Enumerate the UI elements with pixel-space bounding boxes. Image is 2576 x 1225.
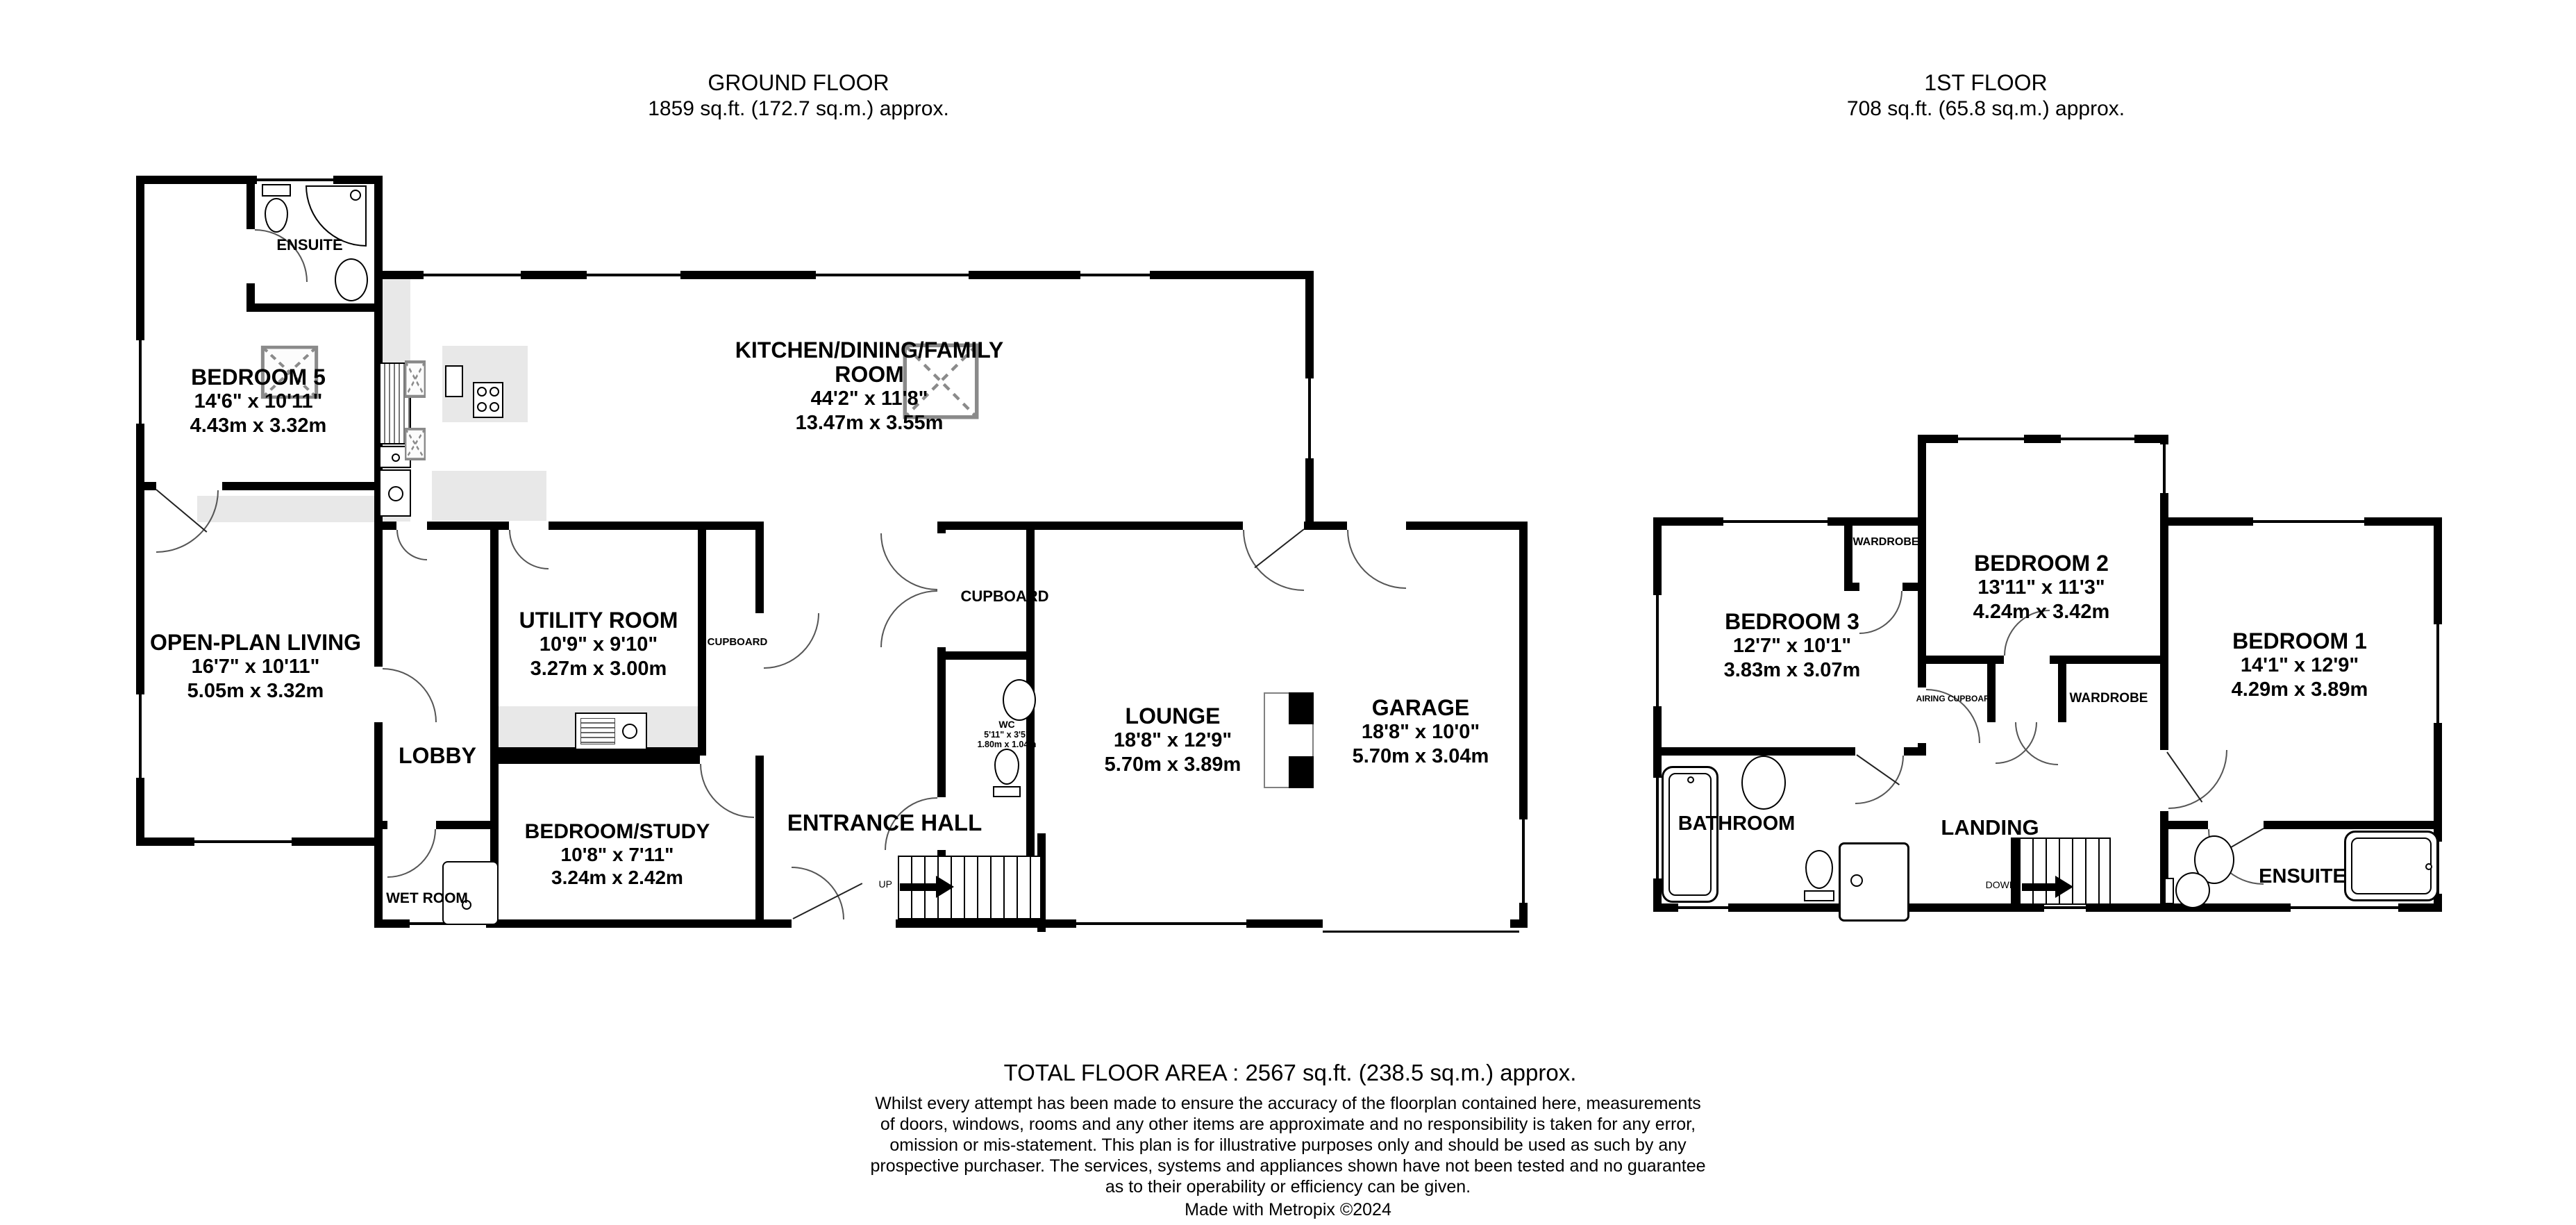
room-label-landing: LANDING — [1941, 815, 2039, 840]
wall — [698, 530, 706, 756]
door-opening — [1855, 747, 1904, 756]
disclaimer — [870, 1093, 1705, 1197]
first-floor-area: 708 sq.ft. (65.8 sq.m.) approx. — [1846, 97, 2125, 120]
worktop-counter — [197, 496, 374, 522]
room-label-bedroom3 — [1724, 610, 1861, 683]
plan-detail: 3.27m x 3.00m — [530, 658, 667, 680]
down-arrow-icon — [2055, 876, 2073, 898]
room-label-kitchen — [706, 338, 1032, 435]
first-floor-title: 1ST FLOOR — [1924, 70, 2048, 95]
door-swing-arc — [509, 530, 549, 569]
wall — [1987, 664, 1996, 722]
door-opening — [2160, 750, 2168, 811]
room-label-lobby: LOBBY — [399, 743, 476, 768]
room-label-cupboard-hall: CUPBOARD — [707, 636, 768, 648]
plan-detail: 4.43m x 3.32m — [190, 415, 327, 437]
up-arrow-icon — [936, 876, 954, 898]
credit: Made with Metropix ©2024 — [1185, 1200, 1391, 1219]
window — [1653, 595, 1662, 706]
plan-detail: GARAGE — [1371, 695, 1470, 720]
room-label-wardrobe-bed3: WARDROBE — [1852, 536, 1919, 548]
room-label-ensuite-first: ENSUITE — [2259, 865, 2346, 888]
total-floor-area: TOTAL FLOOR AREA : 2567 sq.ft. (238.5 sq.m.) approx. — [1003, 1060, 1577, 1085]
plan-detail: 14'6" x 10'11" — [194, 390, 323, 412]
room-label-bedroom2 — [1973, 551, 2110, 624]
door-opening — [1859, 583, 1902, 591]
room-label-wet-room: WET ROOM — [386, 890, 468, 906]
fixture-detail — [490, 402, 499, 412]
wall — [946, 522, 1035, 530]
toilet-bowl — [994, 749, 1019, 785]
disclaimer-line: of doors, windows, rooms and any other items are approximate and no responsibility is taken for any error, — [880, 1115, 1696, 1134]
sink-icon — [1003, 679, 1036, 721]
wall — [2160, 435, 2168, 912]
wall — [383, 522, 396, 530]
plan-detail: 4.24m x 3.42m — [1973, 601, 2110, 623]
wall — [2011, 838, 2019, 905]
window — [136, 694, 144, 778]
room-label-bedroom-study — [525, 820, 710, 889]
toilet-icon — [2164, 869, 2211, 911]
window — [1305, 378, 1314, 458]
sink-icon — [335, 258, 368, 301]
wall — [2160, 821, 2442, 829]
fireplace-icon — [1289, 692, 1314, 724]
hob-icon — [473, 382, 503, 418]
plan-detail: BEDROOM 5 — [191, 365, 326, 390]
plan-detail: 4.29m x 3.89m — [2231, 678, 2368, 701]
door-swing-arc — [880, 533, 937, 590]
plan-detail: BEDROOM 1 — [2232, 628, 2367, 653]
window — [587, 271, 680, 279]
fixture-detail — [1687, 776, 1694, 783]
toilet-cistern — [262, 184, 291, 197]
wall — [246, 303, 383, 312]
bath-icon — [2344, 831, 2439, 901]
utility-sink-icon — [575, 712, 647, 750]
door-swing-arc — [1859, 591, 1902, 634]
window — [1076, 919, 1246, 928]
disclaimer-line: Whilst every attempt has been made to ensure the accuracy of the floorplan contained here, measurements — [875, 1094, 1701, 1113]
plan-detail: 13'11" x 11'3" — [1977, 576, 2105, 599]
plan-detail: 44'2" x 11'8" — [810, 388, 928, 410]
ground-floor-header — [648, 69, 949, 122]
door-opening — [1347, 522, 1406, 530]
window — [2061, 435, 2134, 443]
fixture-detail — [392, 453, 400, 462]
disclaimer-line: omission or mis-statement. This plan is for illustrative purposes only and should be used as such by any — [889, 1135, 1687, 1155]
disclaimer-line: as to their operability or efficiency can be given. — [1105, 1177, 1471, 1197]
shower-icon — [1839, 842, 1909, 922]
plan-detail: BEDROOM 3 — [1725, 609, 1859, 634]
room-label-cupboard-lounge: CUPBOARD — [960, 588, 1049, 605]
plan-detail: 3.24m x 2.42m — [551, 867, 683, 888]
plan-detail: 5.70m x 3.04m — [1352, 745, 1489, 767]
window — [1519, 819, 1528, 903]
window — [2434, 624, 2442, 723]
window — [424, 271, 521, 279]
toilet-bowl — [2175, 872, 2210, 908]
wall — [1314, 522, 1528, 530]
fixture-detail — [490, 387, 499, 397]
toilet-icon — [1804, 850, 1834, 901]
fixture-detail — [477, 387, 487, 397]
room-label-ensuite-ground: ENSUITE — [276, 236, 343, 253]
ground-floor-area: 1859 sq.ft. (172.7 sq.m.) approx. — [648, 97, 949, 120]
door-swing-arc — [396, 530, 427, 560]
down-arrow-icon — [2022, 883, 2055, 891]
fixture-detail — [388, 486, 403, 501]
plan-detail: UTILITY ROOM — [519, 608, 678, 633]
wall — [549, 522, 764, 530]
door-opening — [1243, 522, 1304, 530]
wall — [1844, 526, 1852, 591]
plan-detail: 18'8" x 12'9" — [1113, 729, 1232, 751]
plan-detail: 12'7" x 10'1" — [1732, 635, 1852, 657]
up-arrow-icon — [900, 883, 936, 891]
room-label-wardrobe-bed1: WARDROBE — [2069, 691, 2148, 706]
plan-detail: OPEN-PLAN LIVING — [149, 630, 362, 655]
room-label-utility — [519, 608, 678, 681]
wall — [427, 522, 509, 530]
window — [1958, 435, 2024, 443]
plan-detail: BEDROOM 2 — [1974, 551, 2109, 576]
plan-detail: WC — [998, 719, 1015, 730]
wall — [755, 530, 764, 613]
sink-icon — [1741, 756, 1786, 810]
toilet-cistern — [1804, 890, 1834, 901]
door-swing-arc — [880, 590, 937, 647]
door-swing-arc — [700, 764, 754, 818]
door-opening — [2208, 821, 2264, 829]
wall — [946, 651, 1026, 660]
room-label-wc — [978, 719, 1037, 749]
shower-head-icon — [350, 190, 361, 201]
wall — [374, 176, 383, 928]
stairs-up-label: UP — [878, 878, 892, 890]
window — [2253, 517, 2364, 526]
room-label-lounge — [1105, 704, 1241, 777]
skylight-icon — [405, 360, 426, 398]
toilet-cistern — [993, 786, 1021, 797]
door-opening — [792, 919, 896, 928]
door-swing-arc — [383, 668, 437, 722]
door-opening — [2004, 656, 2050, 664]
plan-detail: 14'1" x 12'9" — [2240, 654, 2359, 676]
wall — [1918, 435, 1926, 526]
skylight-icon — [405, 428, 426, 460]
stairs-down-label: DOWN — [1985, 879, 2016, 890]
plan-detail: 10'9" x 9'10" — [539, 633, 658, 656]
fireplace-icon — [1289, 756, 1314, 788]
worktop-counter — [432, 471, 546, 521]
toilet-icon — [262, 184, 291, 235]
door-swing-arc — [387, 829, 436, 878]
room-label-open-plan-living — [150, 631, 361, 703]
plan-detail: 10'8" x 7'11" — [560, 844, 674, 865]
plan-detail: KITCHEN/DINING/FAMILY ROOM — [735, 338, 1004, 387]
room-label-entrance-hall: ENTRANCE HALL — [787, 810, 982, 835]
plan-detail: 1.80m x 1.04m — [977, 740, 1037, 749]
door-opening — [374, 667, 383, 722]
window — [194, 838, 292, 846]
toilet-bowl — [265, 198, 288, 233]
kitchen-sink-icon — [379, 469, 411, 517]
bath-inner — [2351, 838, 2432, 894]
toilet-bowl — [1805, 850, 1833, 889]
door-swing-arc — [1243, 530, 1304, 591]
fixture-detail — [2425, 863, 2432, 870]
plan-detail: 5.05m x 3.32m — [187, 680, 324, 702]
door-swing-arc — [1855, 756, 1904, 804]
window — [2160, 444, 2168, 493]
door-swing-arc — [764, 613, 819, 669]
ground-floor-title: GROUND FLOOR — [708, 70, 889, 95]
oven-icon — [445, 365, 463, 397]
disclaimer-line: prospective purchaser. The services, systems and appliances shown have not been tested and no guarantee — [870, 1156, 1706, 1176]
plan-detail: 13.47m x 3.55m — [795, 412, 944, 434]
window — [1080, 271, 1150, 279]
wall — [1323, 931, 1519, 933]
door-opening — [700, 756, 755, 764]
fixture-detail — [1850, 874, 1863, 887]
door-swing-arc — [1347, 530, 1406, 589]
window — [1723, 517, 1828, 526]
drainer-lines — [580, 718, 615, 744]
plan-detail: 3.83m x 3.07m — [1723, 659, 1861, 681]
door-opening — [387, 821, 436, 829]
wall — [755, 764, 764, 928]
plan-detail: LOUNGE — [1125, 703, 1221, 728]
door-opening — [937, 533, 946, 590]
fixture-detail — [477, 402, 487, 412]
fixture-detail — [622, 724, 637, 739]
room-label-bedroom5 — [190, 365, 327, 438]
window — [257, 176, 333, 184]
window — [2291, 903, 2398, 912]
wall — [2058, 664, 2066, 722]
plan-detail: 5'11" x 3'5" — [984, 730, 1030, 740]
door-opening — [246, 229, 255, 283]
window — [1678, 903, 1728, 912]
door-swing-arc — [156, 490, 219, 553]
door-opening — [1323, 919, 1510, 928]
window — [816, 271, 969, 279]
door-opening — [937, 590, 946, 647]
plan-detail: 18'8" x 10'0" — [1361, 721, 1480, 743]
plan-detail: 5.70m x 3.89m — [1104, 753, 1241, 776]
plan-detail: 16'7" x 10'11" — [191, 656, 320, 678]
door-swing-arc — [792, 867, 844, 919]
door-swing-arc — [2168, 750, 2227, 809]
first-floor-header — [1847, 69, 2125, 122]
room-label-garage — [1353, 696, 1489, 769]
room-label-airing-cupboard: AIRING CUPBOARD — [1916, 694, 1996, 703]
window — [1653, 778, 1662, 878]
toilet-cistern — [2164, 878, 2174, 904]
window — [136, 340, 144, 424]
plan-detail: BEDROOM/STUDY — [524, 820, 710, 843]
door-swing-arc — [2015, 722, 2058, 765]
toilet-icon — [993, 749, 1021, 797]
door-opening — [156, 482, 222, 490]
room-label-bathroom: BATHROOM — [1678, 812, 1796, 835]
room-label-bedroom1 — [2232, 629, 2368, 702]
